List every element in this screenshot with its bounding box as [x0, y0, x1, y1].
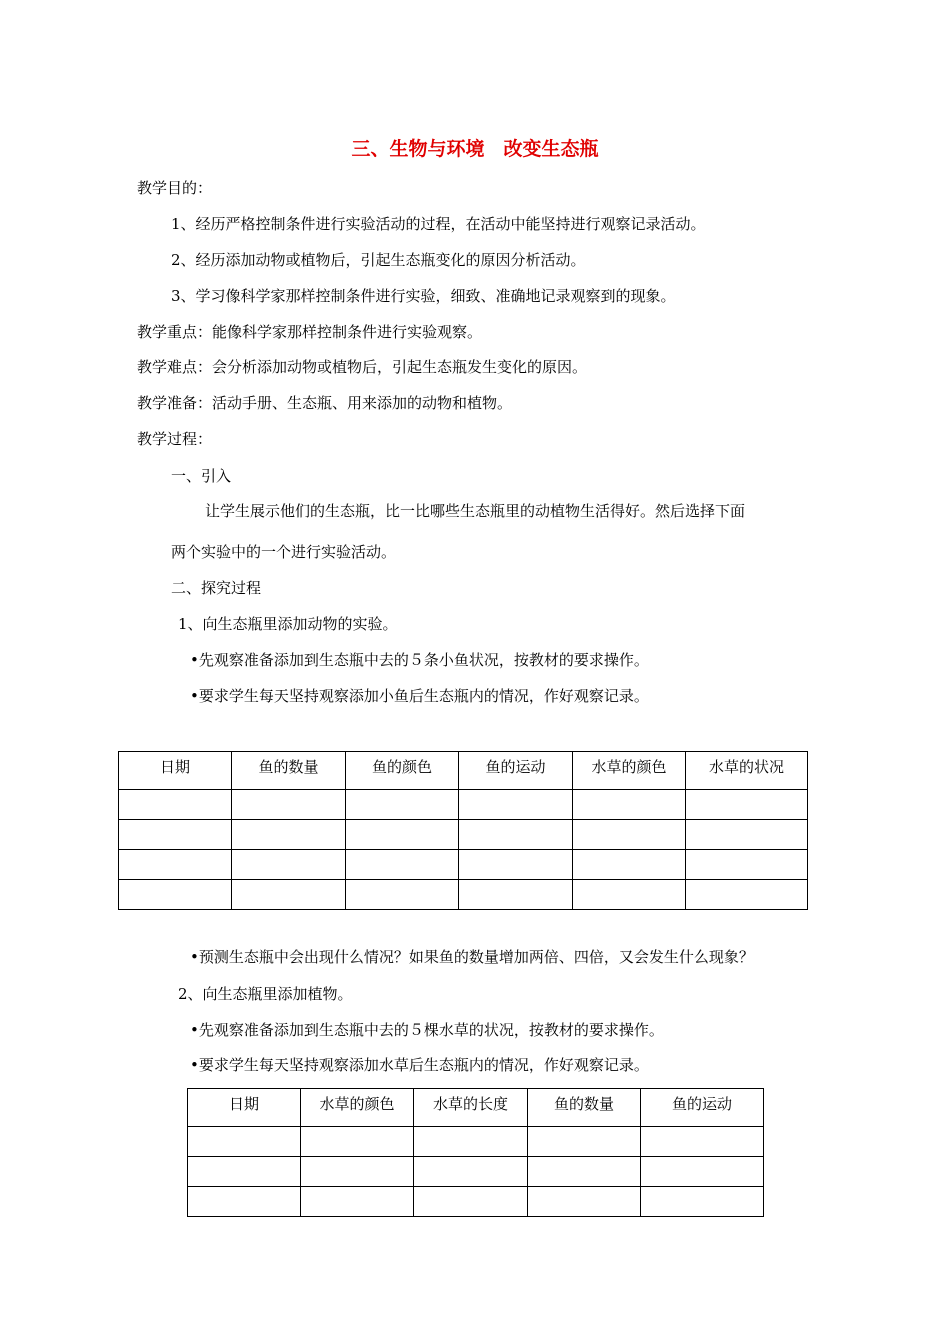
bullet-item: •先观察准备添加到生态瓶中去的５棵水草的状况，按教材的要求操作。	[190, 1021, 664, 1039]
objective-item: 1、经历严格控制条件进行实验活动的过程，在活动中能坚持进行观察记录活动。	[171, 215, 706, 233]
table-header-cell: 鱼的运动	[641, 1089, 764, 1127]
difficulty: 教学难点：会分析添加动物或植物后，引起生态瓶发生变化的原因。	[137, 358, 588, 376]
table-header-cell: 日期	[119, 752, 232, 790]
table-header-cell: 鱼的颜色	[346, 752, 459, 790]
prediction-question: •预测生态瓶中会出现什么情况？如果鱼的数量增加两倍、四倍，又会发生什么现象？	[190, 948, 754, 966]
objective-item: 3、学习像科学家那样控制条件进行实验，细致、准确地记录观察到的现象。	[171, 287, 676, 305]
table-header-cell: 水草的颜色	[573, 752, 686, 790]
table-row	[188, 1157, 764, 1187]
key-point: 教学重点：能像科学家那样控制条件进行实验观察。	[137, 323, 483, 341]
observation-table-animals	[118, 751, 808, 910]
explore-heading: 二、探究过程	[171, 579, 262, 597]
intro-heading: 一、引入	[171, 467, 232, 485]
table-header-cell: 日期	[188, 1089, 301, 1127]
table-header-cell: 鱼的数量	[232, 752, 346, 790]
preparation: 教学准备：活动手册、生态瓶、用来添加的动物和植物。	[137, 394, 513, 412]
bullet-item: •要求学生每天坚持观察添加水草后生态瓶内的情况，作好观察记录。	[190, 1056, 649, 1074]
experiment2-heading: 2、向生态瓶里添加植物。	[178, 985, 353, 1003]
intro-paragraph-line: 两个实验中的一个进行实验活动。	[171, 543, 397, 561]
process-heading: 教学过程：	[137, 430, 213, 448]
table-header-cell: 鱼的数量	[528, 1089, 641, 1127]
table-row	[188, 1127, 764, 1157]
table-header-cell: 水草的颜色	[301, 1089, 414, 1127]
page-title: 三、生物与环境 改变生态瓶	[351, 138, 599, 160]
table-row	[119, 880, 808, 910]
intro-paragraph-line: 让学生展示他们的生态瓶，比一比哪些生态瓶里的动植物生活得好。然后选择下面	[205, 502, 746, 520]
table-header-cell: 水草的长度	[414, 1089, 528, 1127]
objectives-heading: 教学目的：	[137, 179, 213, 197]
table-row	[119, 850, 808, 880]
bullet-item: •要求学生每天坚持观察添加小鱼后生态瓶内的情况，作好观察记录。	[190, 687, 649, 705]
table-header-cell: 鱼的运动	[459, 752, 573, 790]
table-row	[119, 820, 808, 850]
experiment1-heading: 1、向生态瓶里添加动物的实验。	[178, 615, 398, 633]
objective-item: 2、经历添加动物或植物后，引起生态瓶变化的原因分析活动。	[171, 251, 586, 269]
table-header-cell: 水草的状况	[686, 752, 808, 790]
bullet-item: •先观察准备添加到生态瓶中去的５条小鱼状况，按教材的要求操作。	[190, 651, 649, 669]
observation-table-plants	[187, 1088, 764, 1217]
table-row	[119, 790, 808, 820]
table-row	[188, 1187, 764, 1217]
